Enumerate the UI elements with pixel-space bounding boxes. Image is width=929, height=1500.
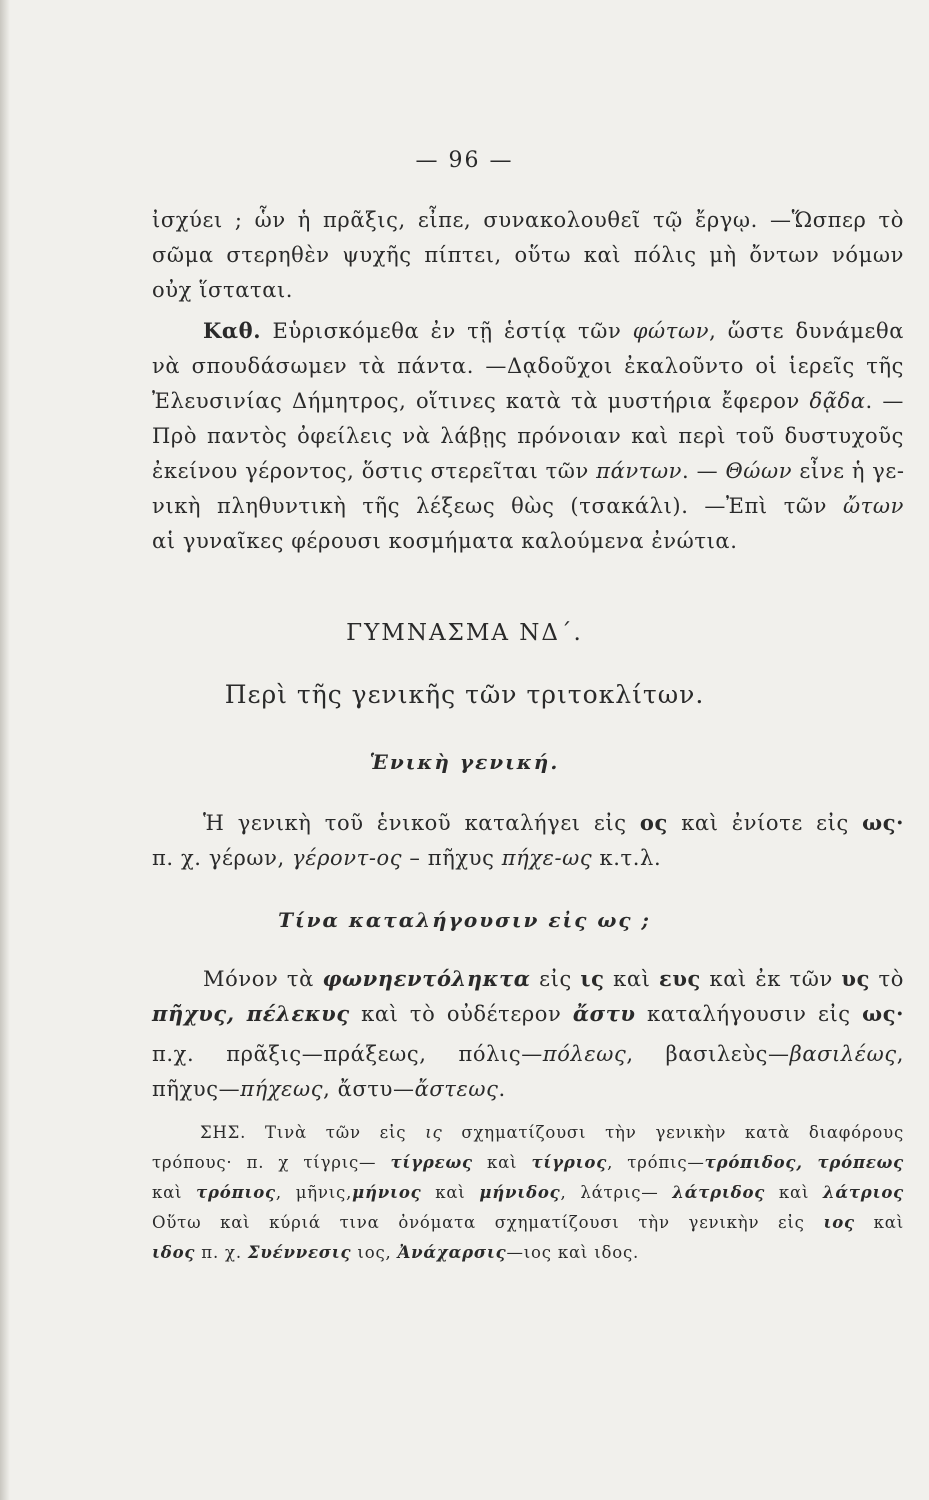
text-run: πάντων bbox=[596, 459, 683, 483]
text-run: ιος, bbox=[351, 1243, 398, 1262]
text-run: ευς bbox=[659, 966, 701, 991]
subsection-title bbox=[0, 747, 929, 777]
text-run: πήχε-ως bbox=[501, 846, 593, 870]
text-line bbox=[203, 316, 904, 346]
text-line bbox=[152, 351, 904, 381]
page-number bbox=[0, 146, 929, 176]
text-run: πήχεως bbox=[240, 1077, 324, 1101]
text-run: τὸ bbox=[869, 967, 905, 991]
text-run: μήνιος bbox=[352, 1183, 422, 1202]
text-run: ὤτων bbox=[842, 494, 904, 518]
text-run: ἄστυ bbox=[572, 1001, 636, 1026]
text-run: Περὶ τῆς γενικῆς τῶν τριτοκλίτων. bbox=[224, 680, 705, 709]
exercise-heading bbox=[0, 618, 929, 648]
text-run: καὶ bbox=[472, 1153, 532, 1172]
text-run: καὶ τὸ οὐδέτερον bbox=[349, 1002, 573, 1026]
text-line bbox=[152, 275, 904, 305]
text-run: σῶμα στερηθὲν ψυχῆς πίπτει, οὕτω καὶ πόλις μὴ ὄντων νόμων bbox=[152, 243, 904, 267]
text-run: Μόνον τὰ bbox=[203, 967, 323, 991]
text-run: Εὑρισκόμεθα ἐν τῇ ἑστίᾳ τῶν bbox=[261, 319, 633, 343]
text-run: — 96 — bbox=[415, 148, 514, 173]
text-run: Ἡ γενικὴ τοῦ ἑνικοῦ καταλήγει εἰς bbox=[203, 811, 640, 835]
text-run: καὶ ἐνίοτε εἰς bbox=[667, 811, 863, 835]
text-run: Οὕτω καὶ κύριά τινα ὀνόματα σχηματίζουσι τὴν γενικὴν εἰς bbox=[152, 1213, 824, 1232]
text-run: ος bbox=[639, 810, 668, 835]
text-run: γέροντ-ος bbox=[292, 846, 403, 870]
text-run: τρόπιδος, τρόπεως bbox=[704, 1153, 905, 1172]
text-run: φωνηεντόληκτα bbox=[322, 966, 531, 991]
text-run: , bbox=[896, 1042, 905, 1066]
text-line bbox=[152, 240, 904, 270]
text-run: Ἑνικὴ γενική. bbox=[369, 750, 560, 774]
text-line bbox=[152, 999, 904, 1029]
text-run: καὶ bbox=[854, 1213, 904, 1232]
text-run: τίγρεως bbox=[390, 1153, 473, 1172]
text-run: ἰσχύει ; ὧν ἡ πρᾶξις, εἶπε, συνακολουθεῖ τῷ ἔργῳ. —Ὥσπερ τὸ bbox=[152, 208, 904, 232]
text-line bbox=[152, 526, 904, 556]
text-run: εἰς bbox=[530, 967, 581, 991]
note-line bbox=[152, 1151, 904, 1175]
text-run: . bbox=[498, 1077, 506, 1101]
text-run: πόλεως bbox=[542, 1042, 627, 1066]
text-line bbox=[152, 205, 904, 235]
text-run: ΓΥΜΝΑΣΜΑ ΝΔ΄. bbox=[346, 620, 583, 646]
text-run: π. χ. γέρων, bbox=[152, 846, 293, 870]
text-run: ιδος bbox=[152, 1243, 196, 1262]
text-run: , ἄστυ— bbox=[323, 1077, 415, 1101]
text-run: ως· bbox=[862, 1001, 904, 1026]
text-run: τρόπους· π. χ τίγρις— bbox=[152, 1153, 391, 1172]
text-run: —ιος καὶ ιδος. bbox=[506, 1243, 640, 1262]
text-run: φώτων bbox=[632, 319, 710, 343]
text-run: Πρὸ παντὸς ὀφείλεις νὰ λάβῃς πρόνοιαν καὶ περὶ τοῦ δυστυχοῦς bbox=[152, 424, 904, 448]
text-run: βασιλέως bbox=[789, 1042, 897, 1066]
text-run: Τίνα καταλήγουσιν εἰς ως ; bbox=[278, 908, 651, 932]
text-run: π.χ. πρᾶξις—πράξεως, πόλις— bbox=[152, 1042, 543, 1066]
text-run: ως· bbox=[862, 810, 905, 835]
text-line bbox=[203, 964, 904, 994]
text-run: πῆχυς— bbox=[152, 1077, 241, 1101]
text-line bbox=[152, 386, 904, 416]
text-line bbox=[152, 421, 904, 451]
text-run: τίγριος bbox=[531, 1153, 608, 1172]
text-run: δᾷδα bbox=[809, 389, 866, 413]
text-run: Ἀνάχαρσις bbox=[397, 1243, 507, 1262]
text-run: νὰ σπουδάσωμεν τὰ πάντα. —Δᾳδοῦχοι ἐκαλοῦντο οἱ ἱερεῖς τῆς bbox=[152, 354, 904, 378]
note-line bbox=[152, 1181, 904, 1205]
text-run: λάτριδος bbox=[672, 1183, 766, 1202]
text-run: . — bbox=[865, 389, 904, 413]
text-run: , τρόπις— bbox=[607, 1153, 705, 1172]
text-run: ιος bbox=[823, 1213, 855, 1232]
text-run: υς bbox=[841, 966, 870, 991]
text-run: πῆχυς, πέλεκυς bbox=[152, 1001, 350, 1026]
text-run: ΣΗΣ. Τινὰ τῶν εἰς bbox=[200, 1123, 426, 1142]
text-run: , λάτρις— bbox=[560, 1183, 673, 1202]
text-line bbox=[152, 1074, 904, 1104]
section-title bbox=[0, 680, 929, 710]
speaker-label: Καθ. bbox=[203, 318, 262, 343]
text-run: νικὴ πληθυντικὴ τῆς λέξεως θὼς (τσακάλι). —Ἐπὶ τῶν bbox=[152, 494, 843, 518]
text-run: ἄστεως bbox=[414, 1077, 499, 1101]
text-run: μήνιδος bbox=[479, 1183, 561, 1202]
text-run: καὶ bbox=[604, 967, 659, 991]
text-line bbox=[152, 843, 904, 873]
text-run: ις bbox=[425, 1123, 443, 1142]
text-run: Θώων bbox=[725, 459, 793, 483]
text-run: κ.τ.λ. bbox=[592, 846, 662, 870]
text-run: , μῆνις, bbox=[275, 1183, 353, 1202]
text-run: τρόπιος bbox=[196, 1183, 276, 1202]
text-run: , ὥστε δυνάμεθα bbox=[709, 319, 904, 343]
question-heading bbox=[0, 905, 929, 935]
text-run: – πῆχυς bbox=[402, 846, 502, 870]
text-run: Ἐλευσινίας Δήμητρος, οἵτινες κατὰ τὰ μυστήρια ἔφερον bbox=[152, 389, 810, 413]
text-run: καὶ ἐκ τῶν bbox=[700, 967, 842, 991]
text-run: καὶ bbox=[765, 1183, 824, 1202]
text-run: ἐκείνου γέροντος, ὅστις στερεῖται τῶν bbox=[152, 459, 597, 483]
text-run: εἶνε ἡ γε- bbox=[792, 459, 905, 483]
text-line bbox=[152, 1039, 904, 1069]
note-line bbox=[152, 1241, 904, 1265]
text-run: Συέννεσις bbox=[247, 1243, 352, 1262]
text-run: καταλήγουσιν εἰς bbox=[635, 1002, 863, 1026]
note-line bbox=[200, 1121, 904, 1145]
text-run: λάτριος bbox=[823, 1183, 905, 1202]
text-run: π. χ. bbox=[195, 1243, 248, 1262]
text-run: καὶ bbox=[152, 1183, 197, 1202]
text-run: καὶ bbox=[421, 1183, 480, 1202]
text-run: , βασιλεὺς— bbox=[626, 1042, 790, 1066]
note-line bbox=[152, 1211, 904, 1235]
text-run: αἱ γυναῖκες φέρουσι κοσμήματα καλούμενα ἐνώτια. bbox=[152, 529, 738, 553]
text-line bbox=[152, 491, 904, 521]
text-run: ις bbox=[580, 966, 605, 991]
text-run: σχηματίζουσι τὴν γενικὴν κατὰ διαφόρους bbox=[442, 1123, 904, 1142]
text-run: οὐχ ἵσταται. bbox=[152, 278, 294, 302]
text-line bbox=[203, 808, 904, 838]
text-run: . — bbox=[682, 459, 726, 483]
text-line bbox=[152, 456, 904, 486]
